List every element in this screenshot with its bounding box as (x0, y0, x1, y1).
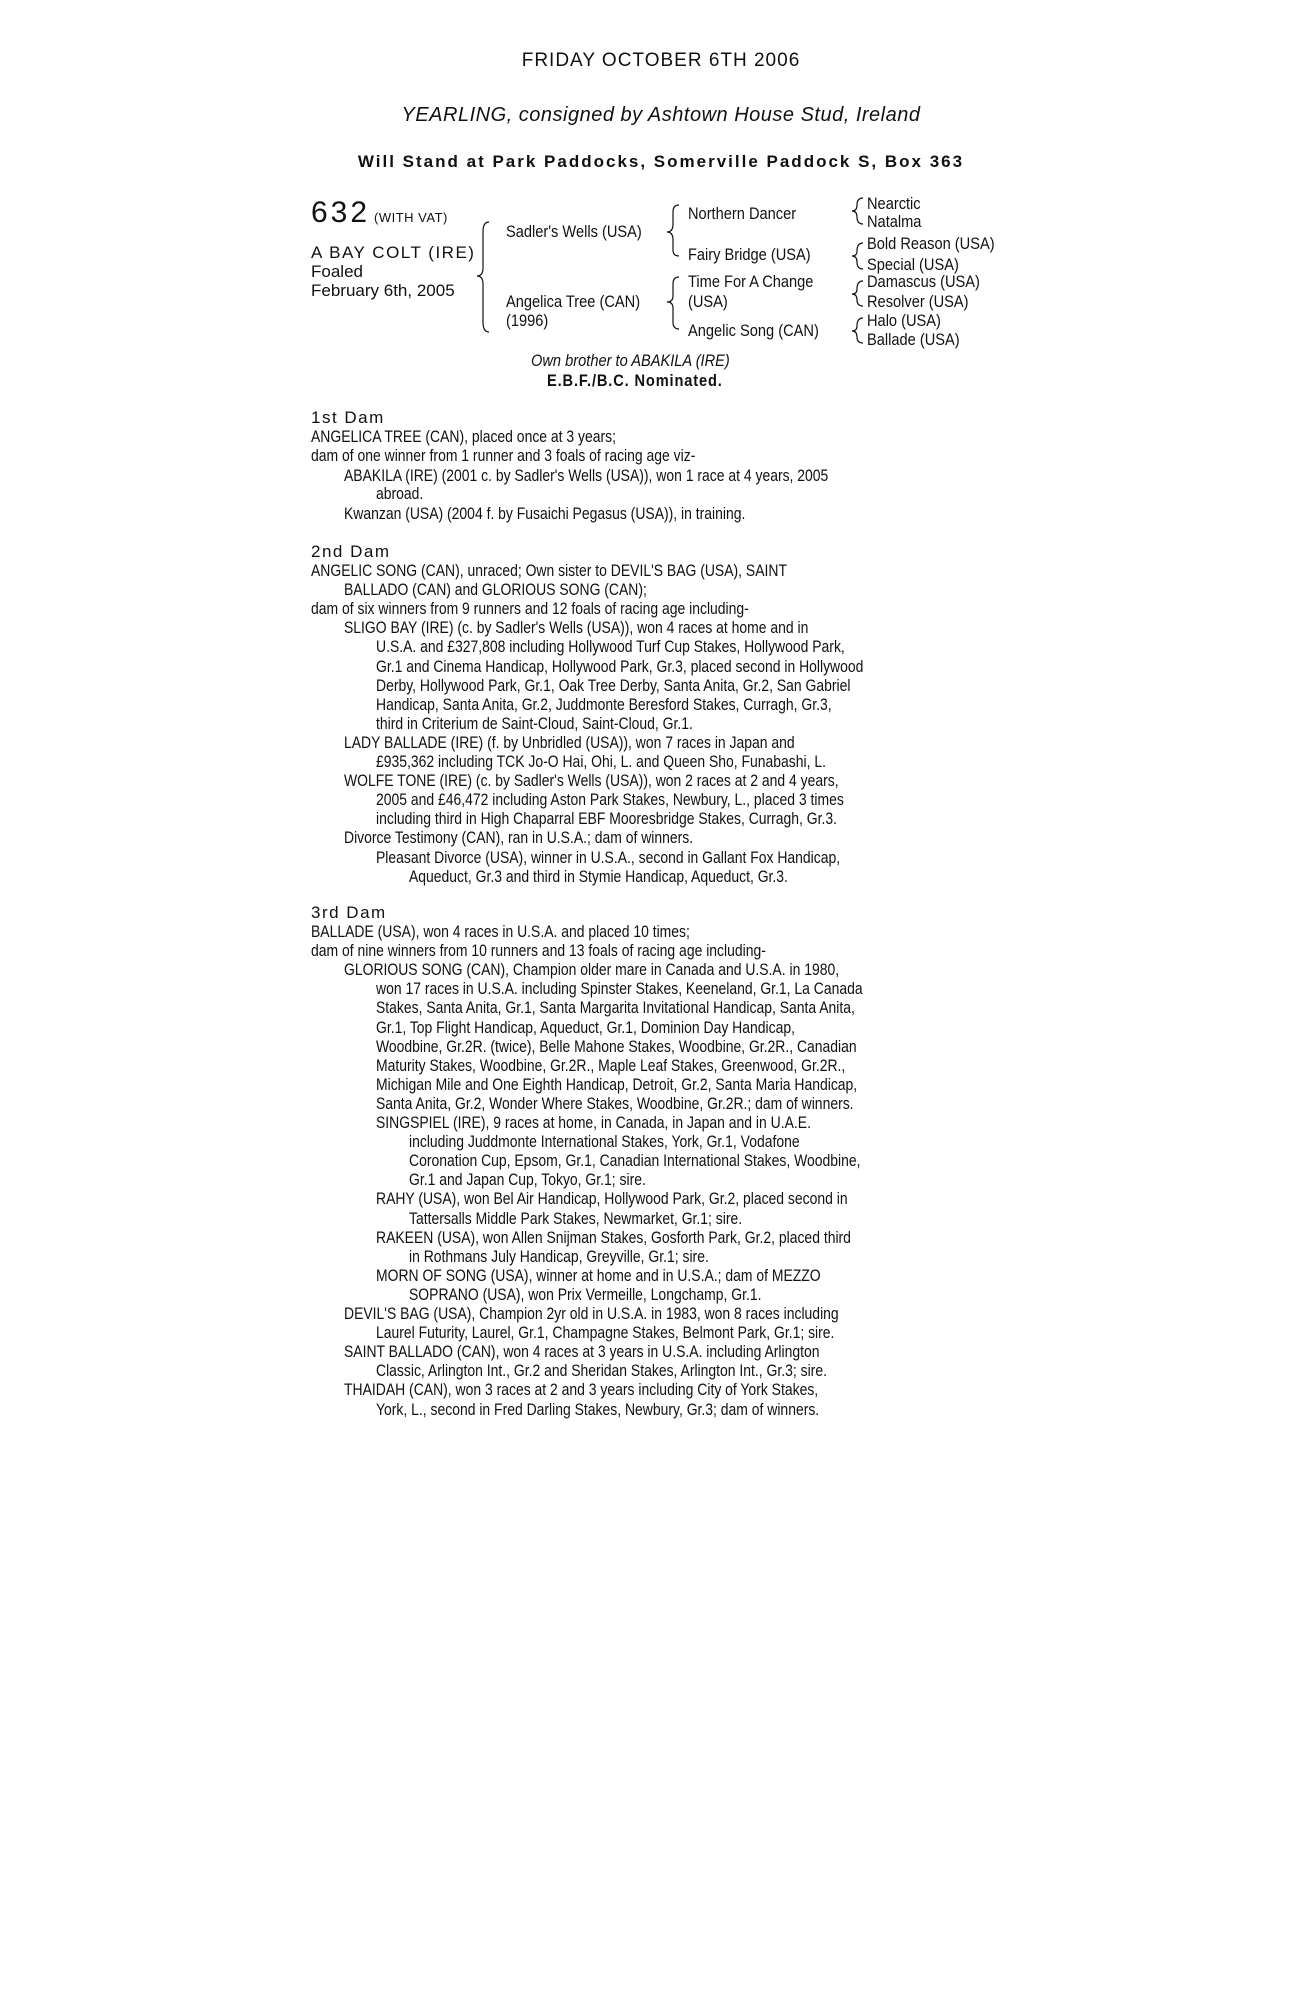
second-dam-line: ANGELIC SONG (CAN), unraced; Own sister to DEVIL'S BAG (USA), SAINT (311, 561, 787, 580)
second-dam-line: BALLADO (CAN) and GLORIOUS SONG (CAN); (344, 580, 647, 600)
third-dam-line: DEVIL'S BAG (USA), Champion 2yr old in U.S.A. in 1983, won 8 races including (344, 1304, 839, 1323)
second-dam-line: Gr.1 and Cinema Handicap, Hollywood Park, Gr.3, placed second in Hollywood (376, 656, 864, 676)
third-dam-line: Laurel Futurity, Laurel, Gr.1, Champagne Stakes, Belmont Park, Gr.1; sire. (376, 1323, 835, 1343)
second-dam-line: Divorce Testimony (CAN), ran in U.S.A.; dam of winners. (344, 828, 694, 848)
second-dam-line: Aqueduct, Gr.3 and third in Stymie Handicap, Aqueduct, Gr.3. (409, 866, 788, 886)
third-dam-line: Maturity Stakes, Woodbine, Gr.2R., Maple Leaf Stakes, Greenwood, Gr.2R., (376, 1055, 846, 1075)
own-brother-note: Own brother to ABAKILA (IRE) (531, 351, 730, 370)
third-dam-line: Coronation Cup, Epsom, Gr.1, Canadian International Stakes, Woodbine, (409, 1151, 861, 1171)
third-dam-line: Stakes, Santa Anita, Gr.1, Santa Margarita Invitational Handicap, Santa Anita, (376, 998, 855, 1018)
third-dam-line: GLORIOUS SONG (CAN), Champion older mare in Canada and U.S.A. in 1980, (344, 960, 840, 980)
gg-natalma: Natalma (867, 212, 922, 231)
third-dam-line: Woodbine, Gr.2R. (twice), Belle Mahone Stakes, Woodbine, Gr.2R., Canadian (376, 1036, 857, 1056)
second-dam-line: LADY BALLADE (IRE) (f. by Unbridled (USA)), won 7 races in Japan and (344, 732, 795, 752)
third-dam-line: Tattersalls Middle Park Stakes, Newmarket, Gr.1; sire. (409, 1208, 743, 1228)
first-dam-line: Kwanzan (USA) (2004 f. by Fusaichi Pegasus (USA)), in training. (344, 504, 746, 523)
first-dam-line: ANGELICA TREE (CAN), placed once at 3 years; (311, 427, 617, 446)
gg-special: Special (USA) (867, 255, 959, 274)
second-dam-line: Handicap, Santa Anita, Gr.2, Juddmonte Beresford Stakes, Curragh, Gr.3, (376, 694, 832, 714)
second-dam-line: third in Criterium de Saint-Cloud, Saint-Cloud, Gr.1. (376, 713, 693, 733)
third-dam-line: BALLADE (USA), won 4 races in U.S.A. and placed 10 times; (311, 922, 690, 941)
second-dam-line: dam of six winners from 9 runners and 12 foals of racing age including- (311, 599, 749, 619)
gg-bold-reason: Bold Reason (USA) (867, 234, 995, 253)
third-dam-line: SOPRANO (USA), won Prix Vermeille, Longchamp, Gr.1. (409, 1284, 762, 1304)
first-dam-heading: 1st Dam (311, 408, 385, 427)
third-dam-line: dam of nine winners from 10 runners and 13 foals of racing age including- (311, 941, 766, 961)
third-dam-line: Gr.1 and Japan Cup, Tokyo, Gr.1; sire. (409, 1170, 646, 1190)
second-dam-line: £935,362 including TCK Jo-O Hai, Ohi, L. and Queen Sho, Funabashi, L. (376, 752, 826, 771)
lot-number: 632 (311, 196, 371, 229)
sire-sire: Northern Dancer (688, 204, 797, 223)
third-dam-heading: 3rd Dam (311, 903, 387, 922)
consignor-line: YEARLING, consigned by Ashtown House Stud, Ireland (401, 104, 921, 126)
second-dam-line: WOLFE TONE (IRE) (c. by Sadler's Wells (USA)), won 2 races at 2 and 4 years, (344, 771, 839, 791)
dam-sire-country: (USA) (688, 292, 728, 311)
gg-resolver: Resolver (USA) (867, 292, 969, 311)
third-dam-line: Gr.1, Top Flight Handicap, Aqueduct, Gr.1, Dominion Day Handicap, (376, 1017, 795, 1037)
second-dam-line: 2005 and £46,472 including Aston Park Stakes, Newbury, L., placed 3 times (376, 790, 844, 810)
foaled-date: February 6th, 2005 (311, 281, 455, 300)
third-dam-line: SAINT BALLADO (CAN), won 4 races at 3 years in U.S.A. including Arlington (344, 1342, 820, 1362)
lot-description: A BAY COLT (IRE) (311, 243, 476, 262)
dam-year: (1996) (506, 311, 549, 330)
third-dam-line: MORN OF SONG (USA), winner at home and in U.S.A.; dam of MEZZO (376, 1265, 821, 1285)
gg-nearctic: Nearctic (867, 194, 921, 213)
gg-damascus: Damascus (USA) (867, 272, 980, 291)
third-dam-line: Santa Anita, Gr.2, Wonder Where Stakes, Woodbine, Gr.2R.; dam of winners. (376, 1093, 854, 1113)
sire: Sadler's Wells (USA) (506, 222, 642, 241)
second-dam-line: U.S.A. and £327,808 including Hollywood Turf Cup Stakes, Hollywood Park, (376, 637, 845, 657)
second-dam-line: including third in High Chaparral EBF Mooresbridge Stakes, Curragh, Gr.3. (376, 809, 838, 829)
third-dam-line: won 17 races in U.S.A. including Spinster Stakes, Keeneland, Gr.1, La Canada (376, 979, 863, 999)
gg-halo: Halo (USA) (867, 311, 941, 330)
sire-dam: Fairy Bridge (USA) (688, 245, 811, 264)
first-dam-line: abroad. (376, 484, 424, 503)
nomination-note: E.B.F./B.C. Nominated. (547, 371, 723, 390)
third-dam-line: RAKEEN (USA), won Allen Snijman Stakes, Gosforth Park, Gr.2, placed third (376, 1227, 851, 1247)
second-dam-line: Pleasant Divorce (USA), winner in U.S.A., second in Gallant Fox Handicap, (376, 847, 841, 867)
third-dam-line: Michigan Mile and One Eighth Handicap, Detroit, Gr.2, Santa Maria Handicap, (376, 1074, 858, 1094)
vat-note: (WITH VAT) (374, 210, 448, 225)
sale-date: FRIDAY OCTOBER 6TH 2006 (521, 50, 801, 71)
first-dam-line: ABAKILA (IRE) (2001 c. by Sadler's Wells (USA)), won 1 race at 4 years, 2005 (344, 466, 829, 485)
third-dam-line: THAIDAH (CAN), won 3 races at 2 and 3 years including City of York Stakes, (344, 1380, 819, 1400)
second-dam-line: SLIGO BAY (IRE) (c. by Sadler's Wells (USA)), won 4 races at home and in (344, 618, 809, 638)
first-dam-line: dam of one winner from 1 runner and 3 foals of racing age viz- (311, 446, 696, 465)
third-dam-line: Classic, Arlington Int., Gr.2 and Sheridan Stakes, Arlington Int., Gr.3; sire. (376, 1361, 827, 1381)
catalogue-page (311, 0, 1011, 2000)
dam-dam: Angelic Song (CAN) (688, 321, 819, 340)
gg-ballade: Ballade (USA) (867, 330, 960, 349)
second-dam-heading: 2nd Dam (311, 542, 391, 561)
third-dam-line: RAHY (USA), won Bel Air Handicap, Hollywood Park, Gr.2, placed second in (376, 1189, 848, 1209)
stand-location: Will Stand at Park Paddocks, Somerville Paddock S, Box 363 (357, 152, 965, 171)
dam-sire: Time For A Change (688, 272, 814, 291)
dam: Angelica Tree (CAN) (506, 292, 641, 311)
third-dam-line: SINGSPIEL (IRE), 9 races at home, in Canada, in Japan and in U.A.E. (376, 1113, 811, 1132)
second-dam-line: Derby, Hollywood Park, Gr.1, Oak Tree Derby, Santa Anita, Gr.2, San Gabriel (376, 675, 851, 695)
third-dam-line: including Juddmonte International Stakes, York, Gr.1, Vodafone (409, 1132, 800, 1152)
third-dam-line: York, L., second in Fred Darling Stakes, Newbury, Gr.3; dam of winners. (376, 1399, 820, 1419)
foaled-label: Foaled (311, 262, 363, 281)
third-dam-line: in Rothmans July Handicap, Greyville, Gr.1; sire. (409, 1246, 709, 1266)
